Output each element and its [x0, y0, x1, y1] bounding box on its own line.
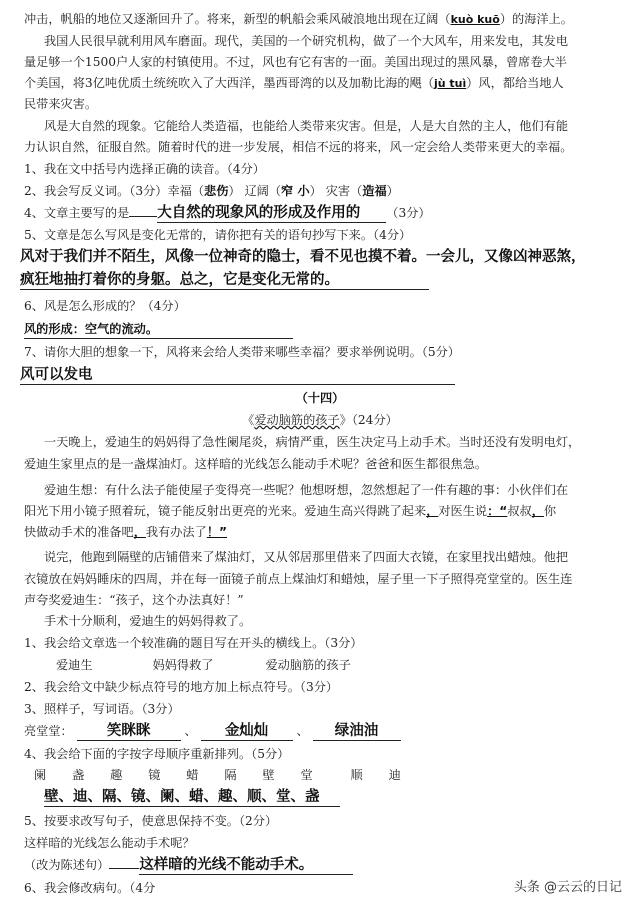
answer-line: 疯狂地抽打着你的身躯。总之，它是变化无常的。: [20, 271, 622, 290]
option: 妈妈得救了: [152, 658, 214, 672]
answer: 这样暗的光线不能动手术。: [139, 856, 353, 875]
text-line: 民带来灾害。: [24, 97, 98, 111]
question-2: 2、我会写反义词。（3分）幸福（悲伤） 辽阔（窄 小） 灾害（造福）: [24, 184, 399, 198]
option: 爱动脑筋的孩子: [265, 658, 351, 672]
text-line: 手术十分顺利，爱迪生的妈妈得救了。: [44, 614, 252, 628]
answer: 绿油油: [313, 722, 401, 741]
section-number: （十四）: [295, 391, 345, 405]
text-line: 爱迪生想：有什么法子能使屋子变得亮一些呢？他想呀想，忽然想起了一件有趣的事：小伙伴们在: [44, 483, 569, 497]
answer-row: （改为陈述句） 这样暗的光线不能动手术。: [24, 856, 622, 875]
text-line: 阳光下用小镜子照着玩，镜子能反射出更亮的光来。爱迪生高兴得跳了起来，对医生说：“叔叔，你: [24, 504, 557, 518]
section-title: 《爱动脑筋的孩子》（24分）: [242, 413, 398, 427]
question-7: 7、请你大胆的想象一下，风将来会给人类带来哪些幸福？要求举例说明。（5分）: [24, 345, 460, 359]
text-line: 个美国，将3亿吨优质土统统吹入了大西洋，墨西哥湾的以及加勒比海的飓（jù tuì）风，都给当地人: [24, 76, 564, 90]
text-line: 我国人民很早就利用风车磨面。现代，美国的一个研究机构，做了一个大风车，用来发电，其发电: [44, 34, 569, 48]
text-line: 冲击，帆船的地位又逐渐回升了。将来，新型的帆船会乘风破浪地出现在辽阔（kuò kuō）的海洋上。: [24, 12, 573, 26]
question-5: 5、文章是怎么写风是变化无常的，请你把有关的语句抄写下来。（4分）: [24, 228, 412, 242]
answer: 窄 小: [281, 184, 310, 198]
question-1: 1、我会给文章选一个较准确的题目写在开头的横线上。（3分）: [24, 636, 363, 650]
question-4: 4、我会给下面的字按字母顺序重新排列。（5分）: [24, 747, 290, 761]
answer: 笑眯眯: [77, 722, 181, 741]
text-line: 风是大自然的现象。它能给人类造福，也能给人类带来灾害。但是，人是大自然的主人，他们有能: [44, 119, 569, 133]
question-6: 6、我会修改病句。（4分: [24, 881, 156, 895]
question-1: 1、我在文中括号内选择正确的读音。（4分）: [24, 162, 265, 176]
text-line: 衣镜放在妈妈睡床的四周，并在每一面镜子前点上煤油灯和蜡烛，屋子里一下子照得亮堂堂的。医生连: [24, 572, 573, 586]
options-row: [56, 656, 622, 674]
answer-line: 风对于我们并不陌生，风像一位神奇的隐士，看不见也摸不着。一会儿，又像凶神恶煞，: [20, 249, 586, 265]
watermark: 头条 @云云的日记: [508, 874, 628, 897]
question-3: 3、照样子，写词语。（3分）: [24, 702, 180, 716]
option: 爱迪生: [56, 658, 93, 672]
answer-line: 风可以发电: [20, 366, 622, 385]
answer: 悲伤: [204, 184, 229, 198]
question-2: 2、我会给文中缺少标点符号的地方加上标点符号。（3分）: [24, 680, 339, 694]
answer: 造福: [362, 184, 387, 198]
text-line: 一天晚上，爱迪生的妈妈得了急性阑尾炎，病情严重，医生决定马上动手术。当时还没有发明电灯，: [44, 435, 581, 449]
text-line: 这样暗的光线怎么能动手术呢？: [24, 836, 195, 850]
text-line: 力认识自然，征服自然。随着时代的进一步发展，相信不远的将来，风一定会给人类带来更大的幸福。: [24, 140, 573, 154]
text-line: 说完，他跑到隔壁的店铺借来了煤油灯，又从邻居那里借来了四面大衣镜，在家里找出蜡烛。他把: [44, 550, 569, 564]
char-row: 阑 盏 趣 镜 蜡 隔 壁 堂 顺 迪: [34, 768, 401, 782]
answer-row: 亮堂堂： 笑眯眯 、 金灿灿 、 绿油油: [24, 722, 622, 741]
answer-line: 壁、迪、隔、镜、阑、蜡、趣、顺、堂、盏: [44, 788, 622, 807]
answer: 大自然的现象风的形成及作用的: [157, 204, 386, 223]
text-line: 声夸奖爱迪生：“孩子，这个办法真好！”: [24, 593, 244, 607]
text-line: 快做动手术的准备吧，我有办法了！”: [24, 525, 228, 539]
question-4: 4、文章主要写的是 大自然的现象风的形成及作用的 （3分）: [24, 205, 431, 221]
text-line: 量足够一个1500户人家的村镇使用。不过，风也有它有害的一面。美国出现过的黑风暴，曾席卷大半: [24, 55, 567, 69]
question-6: 6、风是怎么形成的？（4分）: [24, 299, 186, 313]
question-5: 5、按要求改写句子，使意思保持不变。（2分）: [24, 814, 278, 828]
answer: 金灿灿: [201, 722, 293, 741]
answer-line: 风的形成：空气的流动。: [24, 320, 622, 339]
text-line: 爱迪生家里点的是一盏煤油灯。这样暗的光线怎么能动手术呢？爸爸和医生都很焦急。: [24, 457, 488, 471]
